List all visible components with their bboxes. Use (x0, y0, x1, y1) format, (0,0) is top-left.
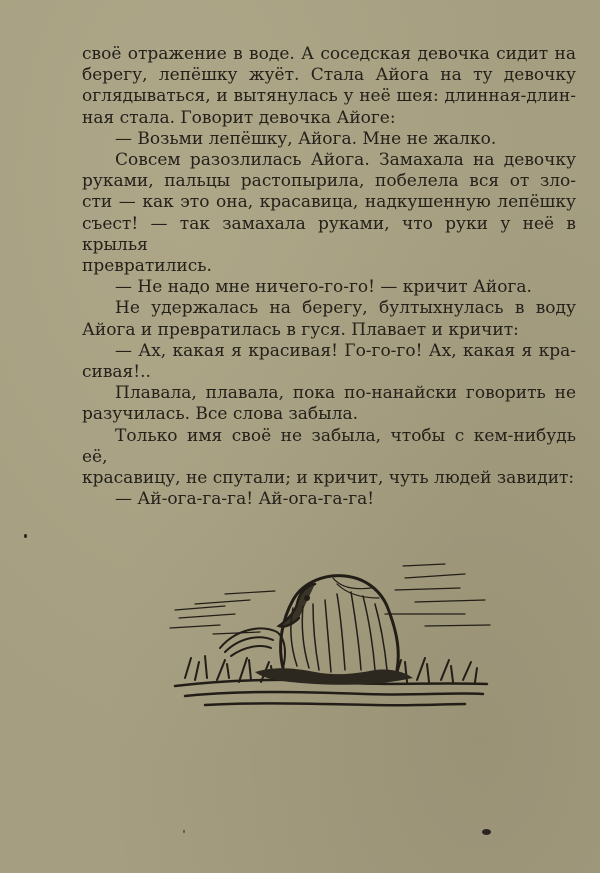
wind-strokes (170, 564, 490, 634)
goose-illustration (165, 548, 495, 713)
text-line: оглядываться, и вытянулась у неё шея: длинная-длин- (82, 86, 576, 107)
goose-figure (279, 576, 398, 672)
ink-speck (24, 534, 27, 538)
text-line: своё отражение в воде. А соседская девочка сидит на (82, 44, 576, 64)
text-line: Плавала, плавала, пока по-нанайски говорить не (115, 383, 576, 404)
text-line: превратились. (82, 256, 212, 277)
text-line: ная стала. Говорит девочка Айоге: (82, 107, 396, 128)
text-line: Айога и превратилась в гуся. Плавает и кричит: (82, 319, 519, 340)
text-line: Совсем разозлилась Айога. Замахала на девочку (115, 150, 576, 171)
text-line: — Не надо мне ничего-го-го! — кричит Айога. (115, 277, 532, 298)
text-line: берегу, лепёшку жуёт. Стала Айога на ту девочку (82, 65, 576, 86)
text-line: — Ай-ога-га-га! Ай-ога-га-га! (115, 489, 375, 510)
text-line: сивая!.. (82, 362, 151, 383)
text-line: Только имя своё не забыла, чтобы с кем-нибудь её, (82, 425, 576, 467)
text-line: руками, пальцы растопырила, побелела вся от зло- (82, 171, 576, 192)
text-line: — Возьми лепёшку, Айога. Мне не жалко. (115, 128, 497, 149)
goose-wing (220, 629, 285, 668)
ground-fill (255, 668, 413, 685)
text-line: разучилась. Все слова забыла. (82, 404, 359, 425)
ink-speck (482, 829, 491, 835)
text-line: съест! — так замахала руками, что руки у неё в крылья (82, 213, 576, 255)
text-line: красавицу, не спутали; и кричит, чуть людей завидит: (82, 468, 575, 489)
text-line: — Ах, какая я красивая! Го-го-го! Ах, какая я кра- (115, 340, 576, 361)
ink-speck (183, 830, 185, 833)
story-text (82, 44, 576, 510)
text-line: сти — как это она, красавица, надкушенную лепёшку (82, 192, 576, 213)
text-line: Не удержалась на берегу, бултыхнулась в воду (115, 298, 576, 319)
